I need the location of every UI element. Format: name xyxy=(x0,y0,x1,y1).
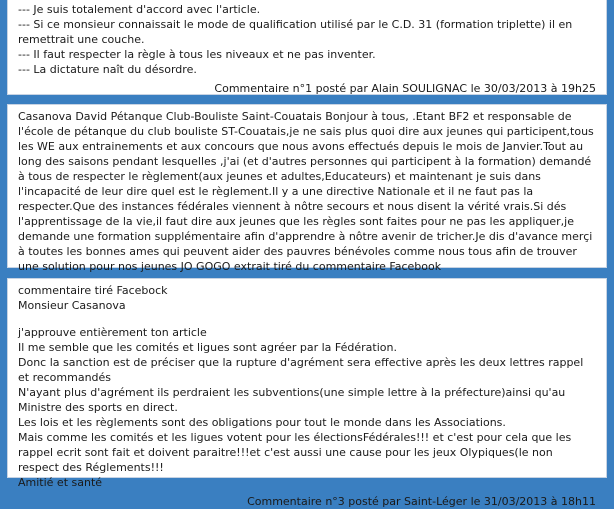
comment-3-top-line-2: Monsieur Casanova xyxy=(18,299,126,312)
comment-3-meta xyxy=(18,494,596,509)
comment-2 xyxy=(7,104,607,273)
comment-1-line-4: --- La dictature naît du désordre. xyxy=(18,63,197,76)
comment-1-date: 30/03/2013 à 19h25 xyxy=(483,82,596,95)
comment-1-line-3: --- Il faut respecter la règle à tous les niveaux et ne pas inventer. xyxy=(18,48,376,61)
comment-3-line-3: Donc la sanction est de préciser que la rupture d'agrément sera effective après les deux lettres rappel et recommandés xyxy=(18,356,587,384)
comment-3 xyxy=(7,278,607,508)
comment-3-line-4: N'ayant plus d'agrément ils perdraient les subventions(une simple lettre à la préfecture)ainsi qu'au Ministre des sports en direct. xyxy=(18,386,569,414)
comment-3-line-6: Mais comme les comités et les ligues votent pour les électionsFédérales!!! et c'est pour cela que les rappel ecrit sont fait et doivent paraitre!!!et c'est aussi une cause pour les jeux Olypiques(le non respect des Réglements!!! xyxy=(18,431,575,474)
comment-3-gap xyxy=(18,313,596,325)
comment-3-top-line-1: commentaire tiré Facebock xyxy=(18,284,168,297)
comment-1-meta-label: Commentaire n°1 posté par xyxy=(214,82,368,95)
comment-1 xyxy=(7,0,607,95)
comment-1-line-1: --- Je suis totalement d'accord avec l'article. xyxy=(18,3,261,16)
comment-3-line-2: Il me semble que les comités et ligues sont agréer par la Fédération. xyxy=(18,341,397,354)
comment-1-meta xyxy=(18,81,596,96)
comment-3-meta-label: Commentaire n°3 posté par xyxy=(247,495,401,508)
comment-3-line-5: Les lois et les règlements sont des obligations pour tout le monde dans les Associations. xyxy=(18,416,506,429)
comment-3-line-1: j'approuve entièrement ton article xyxy=(18,326,207,339)
comment-3-date: 31/03/2013 à 18h11 xyxy=(483,495,596,508)
comment-3-line-7: Amitié et santé xyxy=(18,476,103,489)
comment-1-line-2: --- Si ce monsieur connaissait le mode de qualification utilisé par le C.D. 31 (formation triplette) il en remettrait une couche. xyxy=(18,18,576,46)
comment-1-author[interactable]: Alain SOULIGNAC xyxy=(371,82,468,95)
comment-3-author[interactable]: Saint-Léger xyxy=(404,495,468,508)
comment-1-date-prefix: le xyxy=(470,82,481,95)
comment-2-text: Casanova David Pétanque Club-Bouliste Saint-Couatais Bonjour à tous, .Etant BF2 et responsable de l'école de pétanque du club bouliste ST-Couatais,je ne sais plus quoi dire aux jeunes qui participent,tous les WE aux entrainements et aux concours que nous avons effectués depuis le mois de Janvier.Tout au long des saisons pendant lesquelles ,j'ai (et d'autres personnes qui participent à la formation) demandé à tous de respecter le règlement(aux jeunes et adultes,Educateurs) et maintenant je suis dans l'incapacité de leur dire quel est le règlement.Il y a une directive Nationale et il ne faut pas la respecter.Que des instances fédérales viennent à nôtre secours et nous disent la vérité vrais.Si dés l'apprentissage de la vie,il faut dire aux jeunes que les règles sont faites pour ne pas les appliquer,je demande une formation supplémentaire afin d'apprendre à nôtre avenir de tricher.Je dis d'avance merçi à toutes les bonnes ames qui peuvent aider des pauvres bénévoles comme nous tous afin de trouver une solution pour nos jeunes JO GOGO extrait tiré du commentaire Facebook xyxy=(18,110,598,273)
comment-3-date-prefix: le xyxy=(470,495,481,508)
